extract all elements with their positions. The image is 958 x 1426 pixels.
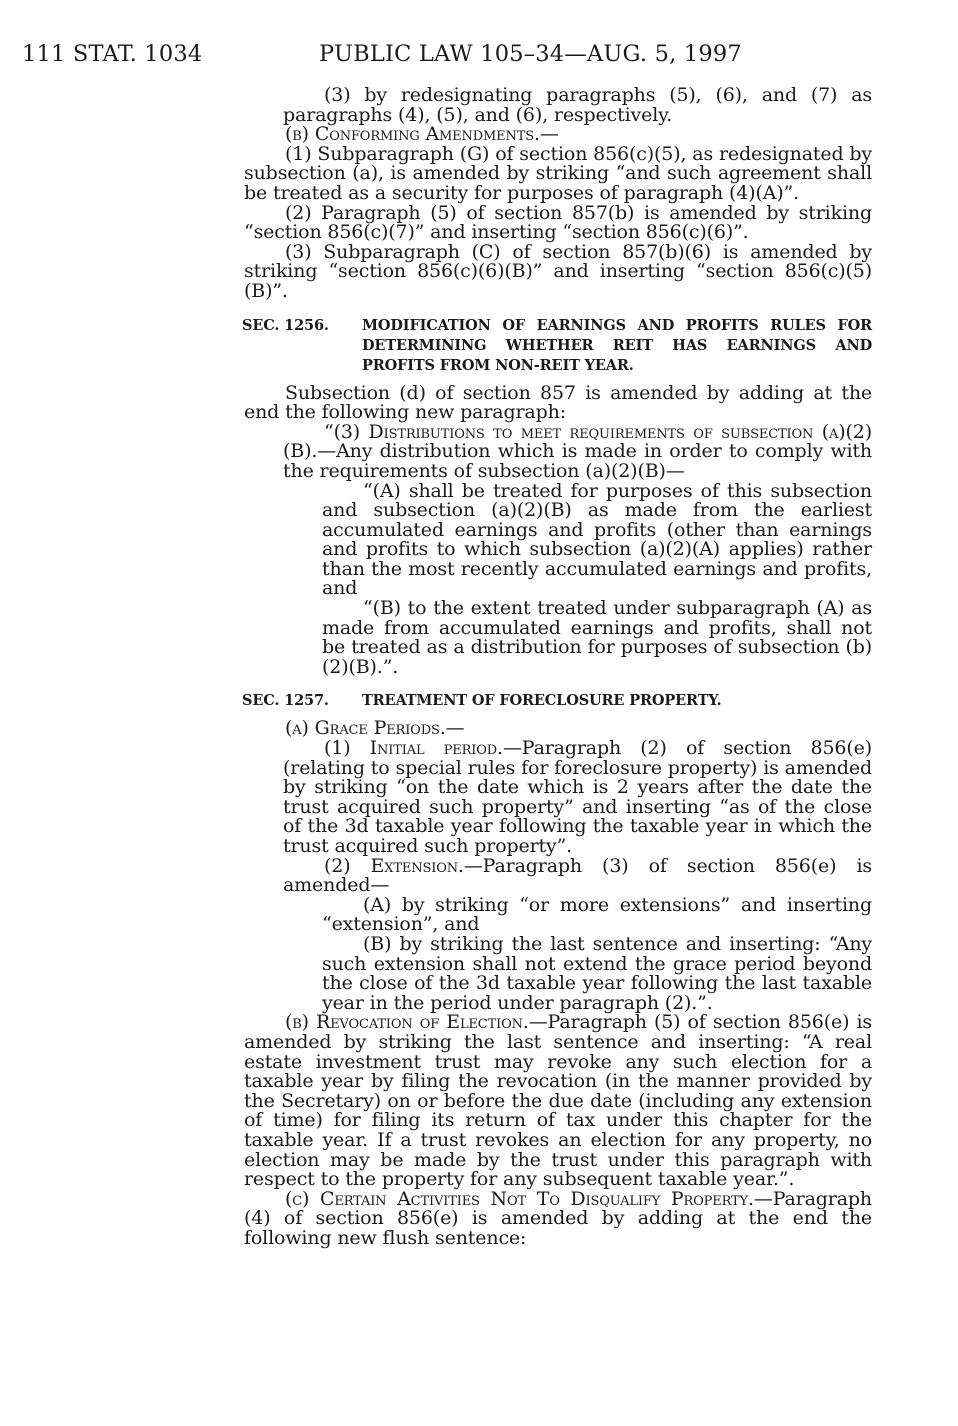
law-reference: PUBLIC LAW 105–34—AUG. 5, 1997 bbox=[319, 41, 742, 67]
paragraph bbox=[244, 854, 872, 897]
paragraph-text: — bbox=[539, 123, 559, 146]
page-reference: 111 STAT. 1034 bbox=[22, 41, 203, 67]
paragraph-title: (2) Extension. bbox=[324, 854, 464, 877]
paragraph-title: (1) Initial period. bbox=[324, 737, 503, 760]
document-body bbox=[244, 86, 872, 1248]
section-title: TREATMENT OF FORECLOSURE PROPERTY. bbox=[362, 692, 722, 710]
paragraph: (3) by redesignating paragraphs (5), (6), and (7) as paragraphs (4), (5), and (6), respectively. bbox=[283, 84, 872, 126]
paragraph bbox=[244, 739, 872, 857]
paragraph bbox=[244, 420, 872, 482]
paragraph: (2) Paragraph (5) of section 857(b) is amended by striking “section 856(c)(7)” and inserting “section 856(c)(6)”. bbox=[244, 201, 872, 244]
section-title: MODIFICATION OF EARNINGS AND PROFITS RULES FOR DETERMINING WHETHER REIT HAS EARNINGS AND PROFITS FROM NON-REIT YEAR. bbox=[362, 316, 872, 374]
paragraph-text: —Paragraph (5) of section 856(e) is amended by striking the last sentence and inserting: “A real estate investment trust may revoke any such election for a taxable year by filing the revocation (in the manner provided by the Secretary) on or before the due date (including any extension of time) for filing its return of tax under this chapter for the taxable year. If a trust revokes an election for any property, no election may be made by the trust under this paragraph with respect to the property for any subsequent taxable year.”. bbox=[244, 1011, 872, 1191]
subsection-title: (b) Conforming Amendments. bbox=[285, 123, 540, 146]
paragraph-text: —Paragraph (3) of section 856(e) is amended— bbox=[283, 854, 872, 897]
paragraph: “(A) shall be treated for purposes of this subsection and subsection (a)(2)(B) as made from the earliest accumulated earnings and profits (other than earnings and profits to which subsection (a)(2)(A) applies) rather than the most recently accumulated earnings and profits, and bbox=[322, 479, 872, 600]
paragraph-text: — bbox=[445, 717, 465, 740]
subsection-title: (b) Revocation of Election. bbox=[285, 1011, 529, 1034]
paragraph bbox=[244, 1013, 872, 1189]
paragraph: Subsection (d) of section 857 is amended by adding at the end the following new paragraph: bbox=[244, 381, 872, 424]
paragraph: (3) Subparagraph (C) of section 857(b)(6) is amended by striking “section 856(c)(6)(B)” and inserting “section 856(c)(5)(B)”. bbox=[244, 240, 872, 302]
paragraph bbox=[244, 1187, 872, 1249]
paragraph: (A) by striking “or more extensions” and inserting “extension”, and bbox=[322, 893, 872, 936]
paragraph-text: —Paragraph (4) of section 856(e) is amended by adding at the end the following new flush sentence: bbox=[244, 1187, 872, 1249]
page-header bbox=[22, 40, 922, 68]
paragraph: (B) by striking the last sentence and inserting: “Any such extension shall not extend the grace period beyond the close of the 3d taxable year following the last taxable year in the period under paragraph (2).”. bbox=[322, 932, 872, 1014]
subsection-heading bbox=[244, 125, 872, 145]
paragraph-text: —Paragraph (2) of section 856(e) (relating to special rules for foreclosure property) is amended by striking “on the date which is 2 years after the date the trust acquired such property” and inserting “as of the close of the 3d taxable year following the taxable year in which the trust acquired such property”. bbox=[283, 737, 872, 857]
paragraph-title: “(3) Distributions to meet requirements of subsection (a)(2)(B). bbox=[283, 420, 872, 463]
paragraph: (1) Subparagraph (G) of section 856(c)(5), as redesignated by subsection (a), is amended by striking “and such agreement shall be treated as a security for purposes of paragraph (4)(A)”. bbox=[244, 142, 872, 204]
subsection-title: (a) Grace Periods. bbox=[285, 717, 446, 740]
paragraph-text: —Any distribution which is made in order to comply with the requirements of subsection (a)(2)(B)— bbox=[283, 440, 872, 482]
section-heading: SEC. 1256. MODIFICATION OF EARNINGS AND PROFITS RULES FOR DETERMINING WHETHER REIT HAS EARNINGS AND PROFITS FROM NON-REIT YEAR. bbox=[242, 316, 872, 374]
paragraph: “(B) to the extent treated under subparagraph (A) as made from accumulated earnings and profits, shall not be treated as a distribution for purposes of subsection (b)(2)(B).”. bbox=[322, 597, 872, 678]
subsection-title: (c) Certain Activities Not To Disqualify Property. bbox=[285, 1187, 754, 1210]
section-heading: SEC. 1257. TREATMENT OF FORECLOSURE PROPERTY. bbox=[244, 691, 872, 711]
